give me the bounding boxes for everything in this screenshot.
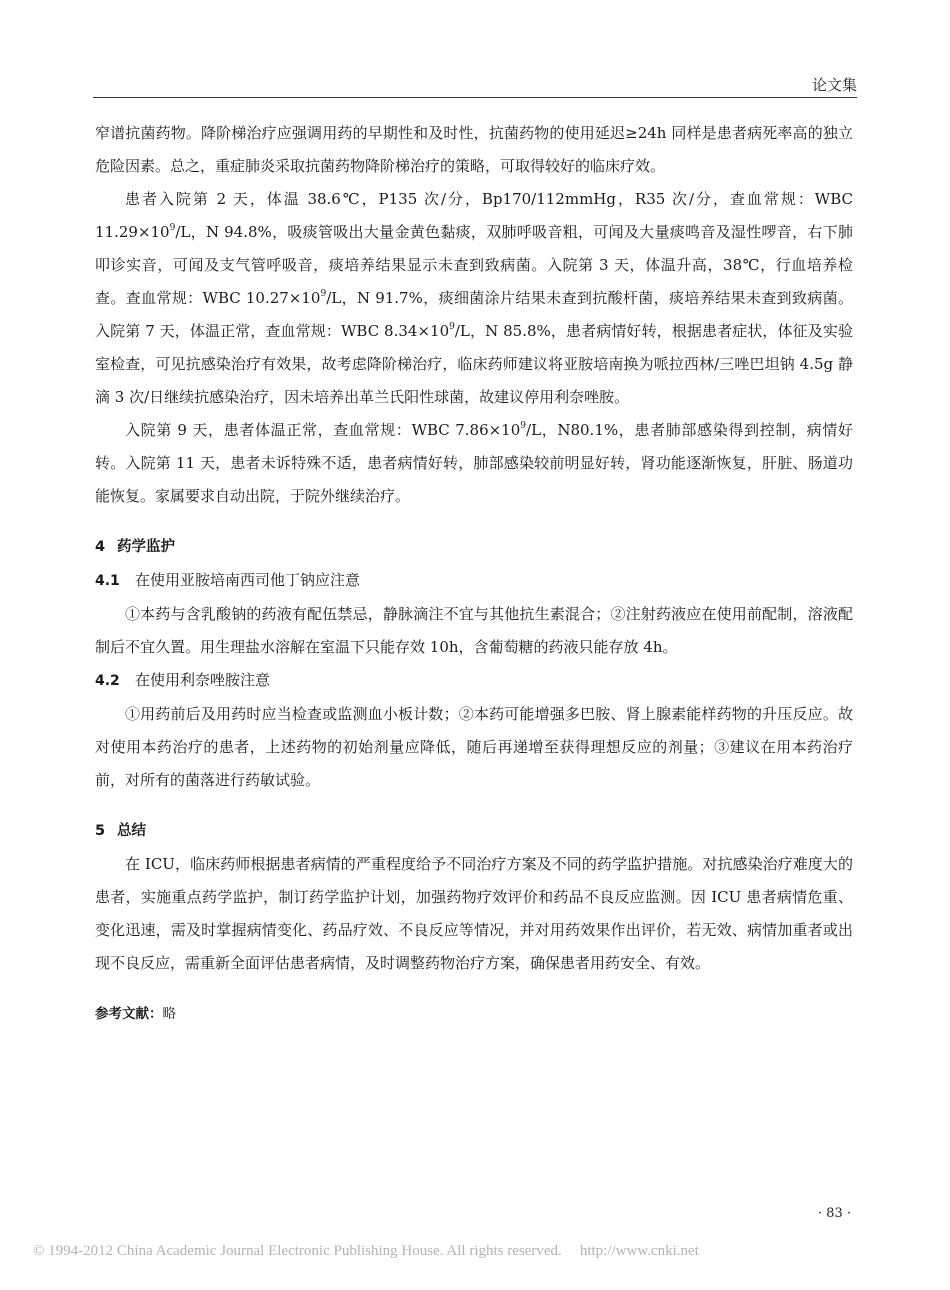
section-4-2-heading	[95, 664, 853, 698]
paragraph-2	[95, 183, 853, 414]
section-4-1-text: ①本药与含乳酸钠的药液有配伍禁忌，静脉滴注不宜与其他抗生素混合；②注射药液应在使用前配制，溶液配制后不宜久置。用生理盐水溶解在室温下只能存效 10h，含葡萄糖的药液只能存放 4h。	[95, 605, 853, 656]
references-text: 略	[162, 1006, 176, 1022]
spacer	[95, 513, 853, 531]
section-4-heading	[95, 531, 853, 564]
p3-text-a: 入院第 9 天，患者体温正常，查血常规：WBC 7.86×10	[125, 421, 521, 439]
page-number: · 83 ·	[817, 1206, 851, 1221]
paragraph-1: 窄谱抗菌药物。降阶梯治疗应强调用药的早期性和及时性，抗菌药物的使用延迟≥24h 同样是患者病死率高的独立危险因素。总之，重症肺炎采取抗菌药物降阶梯治疗的策略，可取得较好的临床疗效。	[95, 124, 853, 175]
article-body	[95, 117, 853, 1031]
section-4-title: 药学监护	[117, 539, 175, 555]
references-label: 参考文献：	[95, 1006, 163, 1022]
section-4-1-title: 在使用亚胺培南西司他丁钠应注意	[135, 571, 361, 589]
section-4-1-heading	[95, 564, 853, 598]
section-5-text: 在 ICU，临床药师根据患者病情的严重程度给予不同治疗方案及不同的药学监护措施。对抗感染治疗难度大的患者，实施重点药学监护，制订药学监护计划，加强药物疗效评价和药品不良反应监测。因 ICU 患者病情危重、变化迅速，需及时掌握病情变化、药品疗效、不良反应等情况，并对用药效果作出评价，若无效、病情加重者或出现不良反应，需重新全面评估患者病情，及时调整药物治疗方案，确保患者用药安全、有效。	[95, 855, 853, 972]
copyright-footer	[33, 1243, 699, 1260]
copyright-text: © 1994-2012 China Academic Journal Electronic Publishing House. All rights reserved.	[33, 1243, 562, 1259]
running-header: 论文集	[811, 76, 857, 94]
p2-sup-c: 9	[449, 322, 455, 332]
section-4-2-number: 4.2	[95, 673, 120, 689]
p3-sup-a: 9	[520, 421, 527, 431]
section-5-title: 总结	[117, 823, 146, 839]
p3-text-b: /L，N80.1%，患者肺部感染得到控制，病情好转。入院第 11 天，患者未诉特殊不适，患者病情好转，肺部感染较前明显好转，肾功能逐渐恢复，肝脏、肠道功能恢复。家属要求自动出院，于院外继续治疗。	[95, 421, 854, 505]
footer-url: http://www.cnki.net	[579, 1243, 699, 1259]
section-4-1-number: 4.1	[95, 573, 120, 589]
spacer	[95, 980, 853, 998]
section-4-number: 4	[95, 539, 106, 555]
p2-text-a: 患者入院第 2 天，体温 38.6℃，P135 次/分，Bp170/112mmHg，R35 次/分，查血常规：WBC 11.29×10	[95, 190, 853, 241]
p2-sup-a: 9	[169, 223, 176, 233]
section-4-2-text: ①用药前后及用药时应当检查或监测血小板计数；②本药可能增强多巴胺、肾上腺素能样药物的升压反应。故对使用本药治疗的患者，上述药物的初始剂量应降低，随后再递增至获得理想反应的剂量；③建议在用本药治疗前，对所有的菌落进行药敏试验。	[95, 705, 853, 789]
p2-text-b: /L，N 94.8%，吸痰管吸出大量金黄色黏痰，双肺呼吸音粗，可闻及大量痰鸣音及湿性啰音，右下肺叩诊实音，可闻及支气管呼吸音，痰培养结果显示未查到致病菌。入院第 3 天，体温升高，38℃，行血培养检查。查血常规：WBC 10.27×10	[95, 223, 853, 307]
spacer	[95, 797, 853, 815]
header-rule	[93, 97, 857, 98]
p2-sup-b: 9	[320, 289, 327, 299]
p2-text-d: /L，N 85.8%，患者病情好转，根据患者症状，体征及实验室检查，可见抗感染治疗有效果，故考虑降阶梯治疗，临床药师建议将亚胺培南换为哌拉西林/三唑巴坦钠 4.5g 静滴 3 次/日继续抗感染治疗，因未培养出革兰氏阳性球菌，故建议停用利奈唑胺。	[95, 322, 853, 406]
p2-text-c: /L，N 91.7%，痰细菌涂片结果未查到抗酸杆菌，痰培养结果未查到致病菌。入院第 7 天，体温正常，查血常规：WBC 8.34×10	[95, 289, 854, 340]
paragraph-3	[95, 414, 853, 513]
section-4-2-title: 在使用利奈唑胺注意	[135, 671, 271, 689]
section-5-heading	[95, 815, 853, 848]
section-5-number: 5	[95, 823, 106, 839]
references	[95, 998, 853, 1031]
